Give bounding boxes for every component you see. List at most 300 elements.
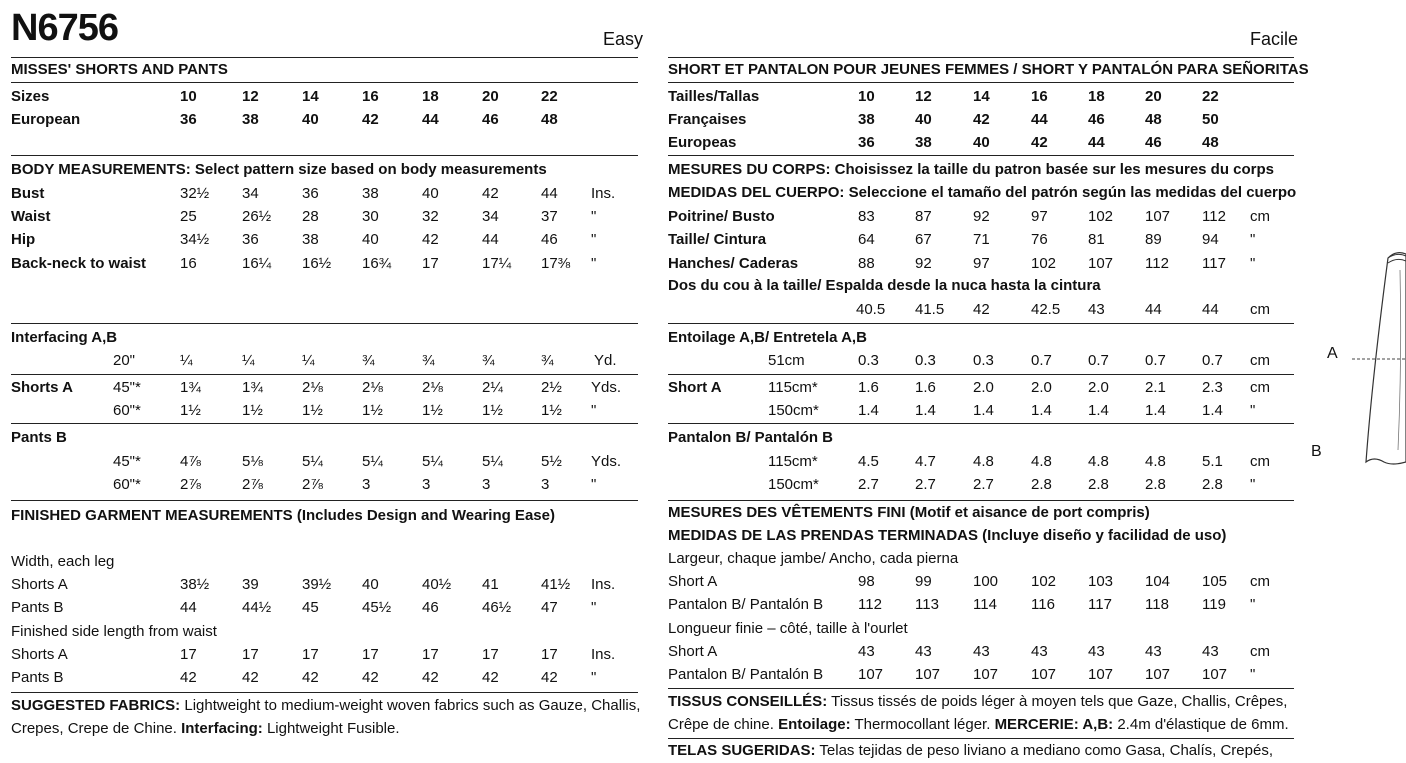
francaise-size-cell: 44: [1031, 111, 1048, 128]
francaise-size-cell: 42: [973, 111, 990, 128]
pantalon-metrage-cell: 2.7: [973, 476, 994, 493]
finished-length-cell: 42: [422, 669, 439, 686]
finished-width-unit: ": [591, 599, 597, 616]
body-row-cell: 16½: [302, 255, 332, 272]
size-cell: 14: [302, 88, 319, 105]
francaise-size-cell: 46: [1088, 111, 1105, 128]
shorts-yardage-cell: 1½: [180, 402, 201, 419]
largeur-cell: 105: [1202, 573, 1228, 590]
finished-length-label: Shorts A: [11, 646, 68, 663]
european-size-cell: 46: [482, 111, 499, 128]
body-row-cell: 42: [482, 185, 499, 202]
interfacing-cell: ¼: [242, 352, 255, 369]
body-row-label: Waist: [11, 208, 51, 225]
body-row-cell: 44: [482, 231, 499, 248]
entoilage-cell: 0.3: [915, 352, 936, 369]
pantalon-metrage-cell: 2.7: [858, 476, 879, 493]
entoilage-cell: 0.7: [1088, 352, 1109, 369]
difficulty-en: Easy: [603, 29, 644, 49]
finished-width-label: Pants B: [11, 599, 64, 616]
body-row-cell: 46: [541, 231, 558, 248]
largeur-cell: 113: [915, 596, 939, 613]
longueur-cell: 107: [1031, 666, 1057, 683]
interfacing-text: Lightweight Fusible.: [262, 720, 400, 737]
size-cell: 18: [422, 88, 439, 105]
largeur-cell: 116: [1031, 596, 1055, 613]
longueur-unit: cm: [1250, 643, 1270, 660]
largeur-cell: 98: [858, 573, 875, 590]
corps-row-cell: 97: [1031, 208, 1048, 225]
pants-yardage-unit: ": [591, 476, 597, 493]
pants-yardage-cell: 4⅞: [180, 453, 201, 470]
pants-yardage-cell: 3: [422, 476, 431, 493]
tissus-line2: [668, 717, 1289, 732]
corps-row-cell: 102: [1088, 208, 1114, 225]
europea-size-cell: 42: [1031, 134, 1048, 151]
short-metrage-cell: 2.0: [1031, 379, 1052, 396]
difficulty-fr: Facile: [1250, 29, 1299, 49]
short-metrage-cell: 1.6: [858, 379, 879, 396]
pantalon-metrage-cell: 4.8: [1145, 453, 1166, 470]
shorts-yardage-cell: 1¾: [180, 379, 201, 396]
short-metrage-unit: cm: [1250, 379, 1270, 396]
tissus-line1: [668, 694, 1287, 709]
finished-heading: FINISHED GARMENT MEASUREMENTS (Includes Design and Wearing Ease): [11, 507, 555, 524]
corps-row-unit: cm: [1250, 208, 1270, 225]
short-metrage-unit: ": [1250, 402, 1256, 419]
pattern-number: N6756: [11, 7, 118, 49]
europea-size-cell: 44: [1088, 134, 1105, 151]
shorts-yardage-cell: 1½: [362, 402, 383, 419]
taille-cell: 14: [973, 88, 990, 105]
size-cell: 22: [541, 88, 558, 105]
view-b-label: B: [1311, 443, 1322, 460]
largeur-label: Short A: [668, 573, 718, 590]
short-metrage-cell: 1.4: [915, 402, 936, 419]
pantalon-metrage-width: 150cm*: [768, 476, 819, 493]
pants-yardage-cell: 5¼: [482, 453, 503, 470]
shorts-yardage-cell: 1½: [422, 402, 443, 419]
size-cell: 10: [180, 88, 197, 105]
europea-size-cell: 40: [973, 134, 990, 151]
interfacing-cell: ¾: [362, 352, 375, 369]
largeur-cell: 118: [1145, 596, 1169, 613]
shorts-yardage-width: 45"*: [113, 379, 141, 396]
finished-length-cell: 42: [302, 669, 319, 686]
finished-length-cell: 17: [180, 646, 197, 663]
european-size-cell: 42: [362, 111, 379, 128]
body-row-label: Back-neck to waist: [11, 255, 147, 272]
finished-length-cell: 42: [180, 669, 197, 686]
longueur-label: Longueur finie – côté, taille à l'ourlet: [668, 620, 908, 637]
body-row-cell: 38: [302, 231, 319, 248]
taille-cell: 22: [1202, 88, 1219, 105]
corps-row-label: Hanches/ Caderas: [668, 255, 799, 272]
corps-row-cell: 88: [858, 255, 875, 272]
right-title: SHORT ET PANTALON POUR JEUNES FEMMES / SHORT Y PANTALÓN PARA SEÑORITAS: [668, 61, 1309, 78]
european-label: European: [11, 111, 81, 128]
body-row-cell: 44: [541, 185, 558, 202]
corps-row-cell: 76: [1031, 231, 1048, 248]
corps-row-cell: 112: [1145, 255, 1169, 272]
pants-yardage-cell: 2⅞: [180, 476, 201, 493]
body-row-cell: 25: [180, 208, 197, 225]
shorts-yardage-cell: 2⅛: [302, 379, 323, 396]
short-metrage-cell: 1.4: [1202, 402, 1223, 419]
corps-row-cell: 81: [1088, 231, 1105, 248]
largeur-cell: 114: [973, 596, 997, 613]
entoilage-unit: cm: [1250, 352, 1270, 369]
largeur-label: Largeur, chaque jambe/ Ancho, cada pierna: [668, 550, 959, 567]
taille-cell: 10: [858, 88, 875, 105]
short-metrage-cell: 1.4: [1145, 402, 1166, 419]
telas-line: [668, 743, 1273, 758]
pants-inseam: [1398, 270, 1401, 450]
shorts-yardage-cell: 1½: [482, 402, 503, 419]
entoilage-label: Entoilage A,B/ Entretela A,B: [668, 329, 867, 346]
short-a-label: Short A: [668, 379, 722, 396]
corps-row-cell: 117: [1202, 255, 1226, 272]
corps-row-cell: 92: [973, 208, 990, 225]
body-row-cell: 32½: [180, 185, 210, 202]
finished-length-cell: 17: [541, 646, 558, 663]
short-metrage-width: 150cm*: [768, 402, 819, 419]
pants-yardage-width: 60"*: [113, 476, 141, 493]
sizes-label: Sizes: [11, 88, 50, 105]
pantalon-metrage-cell: 4.5: [858, 453, 879, 470]
tissus-label: TISSUS CONSEILLÉS:: [668, 693, 828, 710]
finished-width-cell: 45½: [362, 599, 392, 616]
finished-width-unit: Ins.: [591, 576, 616, 593]
francaise-size-cell: 48: [1145, 111, 1162, 128]
pants-yardage-cell: 5½: [541, 453, 562, 470]
mercerie-bold: MERCERIE: A,B:: [994, 716, 1114, 733]
finished-length-unit: Ins.: [591, 646, 616, 663]
short-metrage-width: 115cm*: [768, 379, 818, 396]
francaise-size-cell: 38: [858, 111, 875, 128]
tissus-text2: Crêpe de chine.: [668, 716, 779, 733]
dos-label: Dos du cou à la taille/ Espalda desde la nuca hasta la cintura: [668, 277, 1101, 294]
pants-yardage-cell: 5¼: [422, 453, 443, 470]
european-size-cell: 44: [422, 111, 439, 128]
largeur-cell: 99: [915, 573, 932, 590]
entoilage-cell: 0.7: [1145, 352, 1166, 369]
interfacing-cell: ¾: [482, 352, 495, 369]
largeur-cell: 104: [1145, 573, 1171, 590]
short-metrage-cell: 2.1: [1145, 379, 1166, 396]
longueur-cell: 43: [1145, 643, 1162, 660]
european-size-cell: 40: [302, 111, 319, 128]
interfacing-cell: ¾: [422, 352, 435, 369]
largeur-label: Pantalon B/ Pantalón B: [668, 596, 824, 613]
body-row-cell: 34: [482, 208, 499, 225]
finished-length-label: Finished side length from waist: [11, 623, 217, 640]
shorts-yardage-cell: 1½: [302, 402, 323, 419]
terminadas-heading: MEDIDAS DE LAS PRENDAS TERMINADAS (Incluye diseño y facilidad de uso): [668, 527, 1227, 544]
finished-width-cell: 38½: [180, 576, 210, 593]
pants-yardage-cell: 3: [541, 476, 550, 493]
pantalon-metrage-cell: 2.8: [1088, 476, 1109, 493]
short-metrage-cell: 2.3: [1202, 379, 1223, 396]
body-row-cell: 40: [422, 185, 439, 202]
short-metrage-cell: 1.4: [1031, 402, 1052, 419]
suggested-fabrics-line2: [11, 721, 400, 736]
body-row-cell: 34½: [180, 231, 210, 248]
longueur-cell: 107: [915, 666, 941, 683]
corps-row-unit: ": [1250, 231, 1256, 248]
finished-width-cell: 44½: [242, 599, 272, 616]
corps-row-unit: ": [1250, 255, 1256, 272]
dos-cell: 44: [1145, 301, 1162, 318]
pantalon-metrage-cell: 4.8: [1088, 453, 1109, 470]
corps-row-cell: 97: [973, 255, 990, 272]
finished-length-label: Pants B: [11, 669, 64, 686]
europea-size-cell: 48: [1202, 134, 1219, 151]
body-measurements-heading: BODY MEASUREMENTS: Select pattern size based on body measurements: [11, 161, 547, 178]
largeur-cell: 102: [1031, 573, 1057, 590]
suggested-fabrics-line1: [11, 698, 640, 713]
telas-label: TELAS SUGERIDAS:: [668, 742, 816, 759]
longueur-unit: ": [1250, 666, 1256, 683]
european-size-cell: 38: [242, 111, 259, 128]
pants-yardage-cell: 5¼: [302, 453, 323, 470]
finished-width-cell: 39: [242, 576, 259, 593]
body-row-cell: 17: [422, 255, 439, 272]
shorts-yardage-unit: Yds.: [591, 379, 622, 396]
longueur-cell: 107: [973, 666, 999, 683]
shorts-a-label: Shorts A: [11, 379, 73, 396]
interfacing-cell: ¾: [541, 352, 554, 369]
pantalon-metrage-cell: 5.1: [1202, 453, 1223, 470]
pantalon-b-label: Pantalon B/ Pantalón B: [668, 429, 834, 446]
longueur-cell: 107: [858, 666, 884, 683]
finished-width-cell: 41: [482, 576, 499, 593]
corps-row-cell: 71: [973, 231, 990, 248]
tailles-label: Tailles/Tallas: [668, 88, 760, 105]
body-row-cell: 42: [422, 231, 439, 248]
body-row-cell: 28: [302, 208, 319, 225]
finished-width-cell: 44: [180, 599, 197, 616]
finished-width-cell: 39½: [302, 576, 332, 593]
corps-row-cell: 102: [1031, 255, 1057, 272]
body-row-label: Bust: [11, 185, 45, 202]
corps-row-cell: 83: [858, 208, 875, 225]
francaise-size-cell: 40: [915, 111, 932, 128]
longueur-cell: 107: [1145, 666, 1171, 683]
shorts-yardage-cell: 2½: [541, 379, 562, 396]
largeur-cell: 119: [1202, 596, 1226, 613]
taille-cell: 16: [1031, 88, 1048, 105]
longueur-label: Pantalon B/ Pantalón B: [668, 666, 824, 683]
finished-width-cell: 47: [541, 599, 558, 616]
suggested-fabrics-text: Lightweight to medium-weight woven fabrics such as Gauze, Challis,: [180, 697, 641, 714]
short-metrage-cell: 1.4: [858, 402, 879, 419]
corps-row-label: Taille/ Cintura: [668, 231, 767, 248]
finished-length-cell: 42: [362, 669, 379, 686]
pants-yardage-cell: 3: [482, 476, 491, 493]
dos-cell: 42.5: [1031, 301, 1061, 318]
finished-width-cell: 45: [302, 599, 319, 616]
europea-size-cell: 46: [1145, 134, 1162, 151]
corps-row-cell: 92: [915, 255, 932, 272]
entoilage-cell: 0.7: [1202, 352, 1223, 369]
body-row-cell: 40: [362, 231, 379, 248]
interfacing-cell: ¼: [180, 352, 193, 369]
shorts-yardage-cell: 1½: [541, 402, 562, 419]
longueur-cell: 43: [1088, 643, 1105, 660]
pants-yardage-cell: 5⅛: [242, 453, 263, 470]
corps-row-cell: 67: [915, 231, 932, 248]
pantalon-metrage-cell: 2.8: [1145, 476, 1166, 493]
body-row-unit: Ins.: [591, 185, 616, 202]
dos-cell: 44: [1202, 301, 1219, 318]
fini-heading: MESURES DES VÊTEMENTS FINI (Motif et aisance de port compris): [668, 504, 1150, 521]
pants-yardage-cell: 3: [362, 476, 371, 493]
size-cell: 12: [242, 88, 259, 105]
dos-cell: 41.5: [915, 301, 945, 318]
finished-width-cell: 46: [422, 599, 439, 616]
shorts-yardage-cell: 1¾: [242, 379, 263, 396]
shorts-yardage-cell: 2⅛: [362, 379, 383, 396]
pants-yardage-unit: Yds.: [591, 453, 622, 470]
body-row-cell: 16¼: [242, 255, 272, 272]
finished-width-cell: 40: [362, 576, 379, 593]
pants-yardage-cell: 2⅞: [302, 476, 323, 493]
european-size-cell: 36: [180, 111, 197, 128]
corps-row-cell: 94: [1202, 231, 1219, 248]
pants-b-label: Pants B: [11, 429, 67, 446]
pantalon-metrage-cell: 4.7: [915, 453, 936, 470]
left-title: MISSES' SHORTS AND PANTS: [11, 61, 228, 78]
interfacing-bold-label: Interfacing:: [181, 720, 263, 737]
finished-length-unit: ": [591, 669, 597, 686]
francaise-size-cell: 50: [1202, 111, 1219, 128]
pantalon-metrage-cell: 4.8: [1031, 453, 1052, 470]
body-row-unit: ": [591, 208, 597, 225]
europeas-label: Europeas: [668, 134, 737, 151]
medidas-heading: MEDIDAS DEL CUERPO: Seleccione el tamaño del patrón según las medidas del cuerpo: [668, 184, 1297, 201]
longueur-cell: 107: [1088, 666, 1114, 683]
body-row-cell: 36: [242, 231, 259, 248]
largeur-unit: cm: [1250, 573, 1270, 590]
pantalon-metrage-cell: 4.8: [973, 453, 994, 470]
corps-row-cell: 89: [1145, 231, 1162, 248]
finished-width-cell: 40½: [422, 576, 452, 593]
pantalon-metrage-width: 115cm*: [768, 453, 818, 470]
taille-cell: 18: [1088, 88, 1105, 105]
short-metrage-cell: 1.4: [973, 402, 994, 419]
body-row-cell: 34: [242, 185, 259, 202]
body-row-cell: 17¼: [482, 255, 512, 272]
shorts-yardage-unit: ": [591, 402, 597, 419]
body-row-cell: 38: [362, 185, 379, 202]
body-row-cell: 30: [362, 208, 379, 225]
corps-row-cell: 107: [1145, 208, 1171, 225]
suggested-fabrics-text2: Crepes, Crepe de Chine.: [11, 720, 182, 737]
pantalon-metrage-unit: ": [1250, 476, 1256, 493]
finished-width-cell: 41½: [541, 576, 571, 593]
short-metrage-cell: 2.0: [1088, 379, 1109, 396]
entoilage-cell: 0.3: [858, 352, 879, 369]
longueur-cell: 43: [858, 643, 875, 660]
dos-cell: 42: [973, 301, 990, 318]
entoilage-width: 51cm: [768, 352, 805, 369]
pantalon-metrage-unit: cm: [1250, 453, 1270, 470]
shorts-yardage-cell: 2⅛: [422, 379, 443, 396]
interfacing-cell: ¼: [302, 352, 315, 369]
short-metrage-cell: 2.0: [973, 379, 994, 396]
size-cell: 20: [482, 88, 499, 105]
telas-text: Telas tejidas de peso liviano a mediano como Gasa, Chalís, Crepés,: [815, 742, 1273, 759]
body-row-cell: 16: [180, 255, 197, 272]
pants-yardage-width: 45"*: [113, 453, 141, 470]
largeur-cell: 117: [1088, 596, 1112, 613]
largeur-cell: 112: [858, 596, 882, 613]
body-row-cell: 32: [422, 208, 439, 225]
longueur-label: Short A: [668, 643, 718, 660]
entoilage-cell: 0.7: [1031, 352, 1052, 369]
tissus-text: Tissus tissés de poids léger à moyen tels que Gaze, Challis, Crêpes,: [827, 693, 1288, 710]
body-row-unit: ": [591, 255, 597, 272]
longueur-cell: 43: [915, 643, 932, 660]
view-a-label: A: [1327, 345, 1338, 362]
body-row-cell: 17⅜: [541, 255, 571, 272]
taille-cell: 12: [915, 88, 932, 105]
pantalon-metrage-cell: 2.8: [1031, 476, 1052, 493]
mercerie-text: 2.4m d'élastique de 6mm.: [1113, 716, 1289, 733]
finished-length-cell: 42: [541, 669, 558, 686]
body-row-cell: 16¾: [362, 255, 392, 272]
mesures-heading: MESURES DU CORPS: Choisissez la taille du patron basée sur les mesures du corps: [668, 161, 1275, 178]
body-row-cell: 37: [541, 208, 558, 225]
short-metrage-cell: 1.6: [915, 379, 936, 396]
longueur-cell: 107: [1202, 666, 1228, 683]
pantalon-metrage-cell: 2.8: [1202, 476, 1223, 493]
body-row-cell: 36: [302, 185, 319, 202]
shorts-yardage-width: 60"*: [113, 402, 141, 419]
finished-length-cell: 42: [482, 669, 499, 686]
corps-row-cell: 64: [858, 231, 875, 248]
corps-row-cell: 112: [1202, 208, 1226, 225]
body-row-unit: ": [591, 231, 597, 248]
finished-length-cell: 42: [242, 669, 259, 686]
pantalon-metrage-cell: 2.7: [915, 476, 936, 493]
body-row-cell: 26½: [242, 208, 272, 225]
entoilage-bold: Entoilage:: [778, 716, 851, 733]
francaises-label: Françaises: [668, 111, 747, 128]
corps-row-cell: 107: [1088, 255, 1114, 272]
european-size-cell: 48: [541, 111, 558, 128]
largeur-cell: 103: [1088, 573, 1114, 590]
short-metrage-cell: 1.4: [1088, 402, 1109, 419]
largeur-unit: ": [1250, 596, 1256, 613]
corps-row-label: Poitrine/ Busto: [668, 208, 775, 225]
dos-unit: cm: [1250, 301, 1270, 318]
interfacing-label: Interfacing A,B: [11, 329, 118, 346]
largeur-cell: 100: [973, 573, 999, 590]
europea-size-cell: 36: [858, 134, 875, 151]
corps-row-cell: 87: [915, 208, 932, 225]
finished-length-cell: 17: [422, 646, 439, 663]
longueur-cell: 43: [1031, 643, 1048, 660]
body-row-label: Hip: [11, 231, 36, 248]
pants-yardage-cell: 2⅞: [242, 476, 263, 493]
suggested-fabrics-label: SUGGESTED FABRICS:: [11, 697, 181, 714]
longueur-cell: 43: [973, 643, 990, 660]
interfacing-width: 20": [113, 352, 136, 369]
finished-length-cell: 17: [242, 646, 259, 663]
size-cell: 16: [362, 88, 379, 105]
